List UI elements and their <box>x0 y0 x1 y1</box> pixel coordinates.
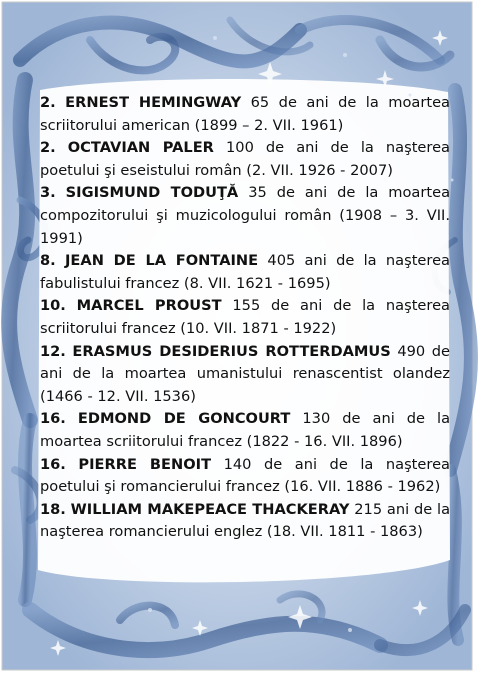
list-item <box>40 137 450 182</box>
entry-description: 155 de ani de la naşterea scriitorului francez (10. VII. 1871 - 1922) <box>40 297 450 337</box>
entry-number: 3. <box>40 184 56 202</box>
entry-name: WILLIAM MAKEPEACE THACKERAY <box>70 500 350 518</box>
list-item <box>40 341 450 409</box>
entry-number: 10. <box>40 297 66 315</box>
list-item <box>40 454 450 499</box>
list-item <box>40 250 450 295</box>
entry-description: 100 de ani de la naşterea poetului şi eseistului român (2. VII. 1926 - 2007) <box>40 139 451 179</box>
entry-number: 12. <box>40 342 66 360</box>
entry-description: 490 de ani de la moartea umanistului renascentist olandez (1466 - 12. VII. 1536) <box>40 342 450 405</box>
entry-description: 215 ani de la naşterea romancierului englez (18. VII. 1811 - 1863) <box>40 500 451 541</box>
entry-number: 2. <box>40 94 56 111</box>
entry-description: 405 ani de la naşterea fabulistului francez (8. VII. 1621 - 1695) <box>40 252 451 292</box>
entry-name: ERASMUS DESIDERIUS ROTTERDAMUS <box>72 342 391 360</box>
list-item <box>40 295 450 340</box>
entry-description: 130 de ani de la moartea scriitorului francez (1822 - 16. VII. 1896) <box>40 410 451 450</box>
entry-description: 35 de ani de la moartea compozitorului şi muzicologului român (1908 – 3. VII. 1991) <box>40 184 451 247</box>
entry-name: ERNEST HEMINGWAY <box>65 94 242 111</box>
entry-number: 2. <box>40 139 56 157</box>
entry-number: 8. <box>40 252 56 270</box>
anniversary-list <box>40 92 450 544</box>
entry-name: OCTAVIAN PALER <box>67 139 214 157</box>
entry-name: SIGISMUND TODUŢĂ <box>65 184 239 202</box>
list-item <box>40 92 450 137</box>
entry-name: EDMOND DE GONCOURT <box>77 410 291 428</box>
entry-description: 140 de ani de la naşterea poetului şi romancierului francez (16. VII. 1886 - 1962) <box>40 455 450 496</box>
list-item <box>40 499 450 544</box>
list-item <box>40 408 450 453</box>
entry-number: 16. <box>40 410 66 428</box>
entry-number: 16. <box>40 455 66 473</box>
entry-name: MARCEL PROUST <box>76 297 222 315</box>
entry-name: PIERRE BENOIT <box>78 455 212 473</box>
entry-number: 18. <box>40 500 66 518</box>
list-item <box>40 182 450 250</box>
entry-name: JEAN DE LA FONTAINE <box>65 252 259 270</box>
entry-description: 65 de ani de la moartea scriitorului american (1899 – 2. VII. 1961) <box>40 94 450 134</box>
